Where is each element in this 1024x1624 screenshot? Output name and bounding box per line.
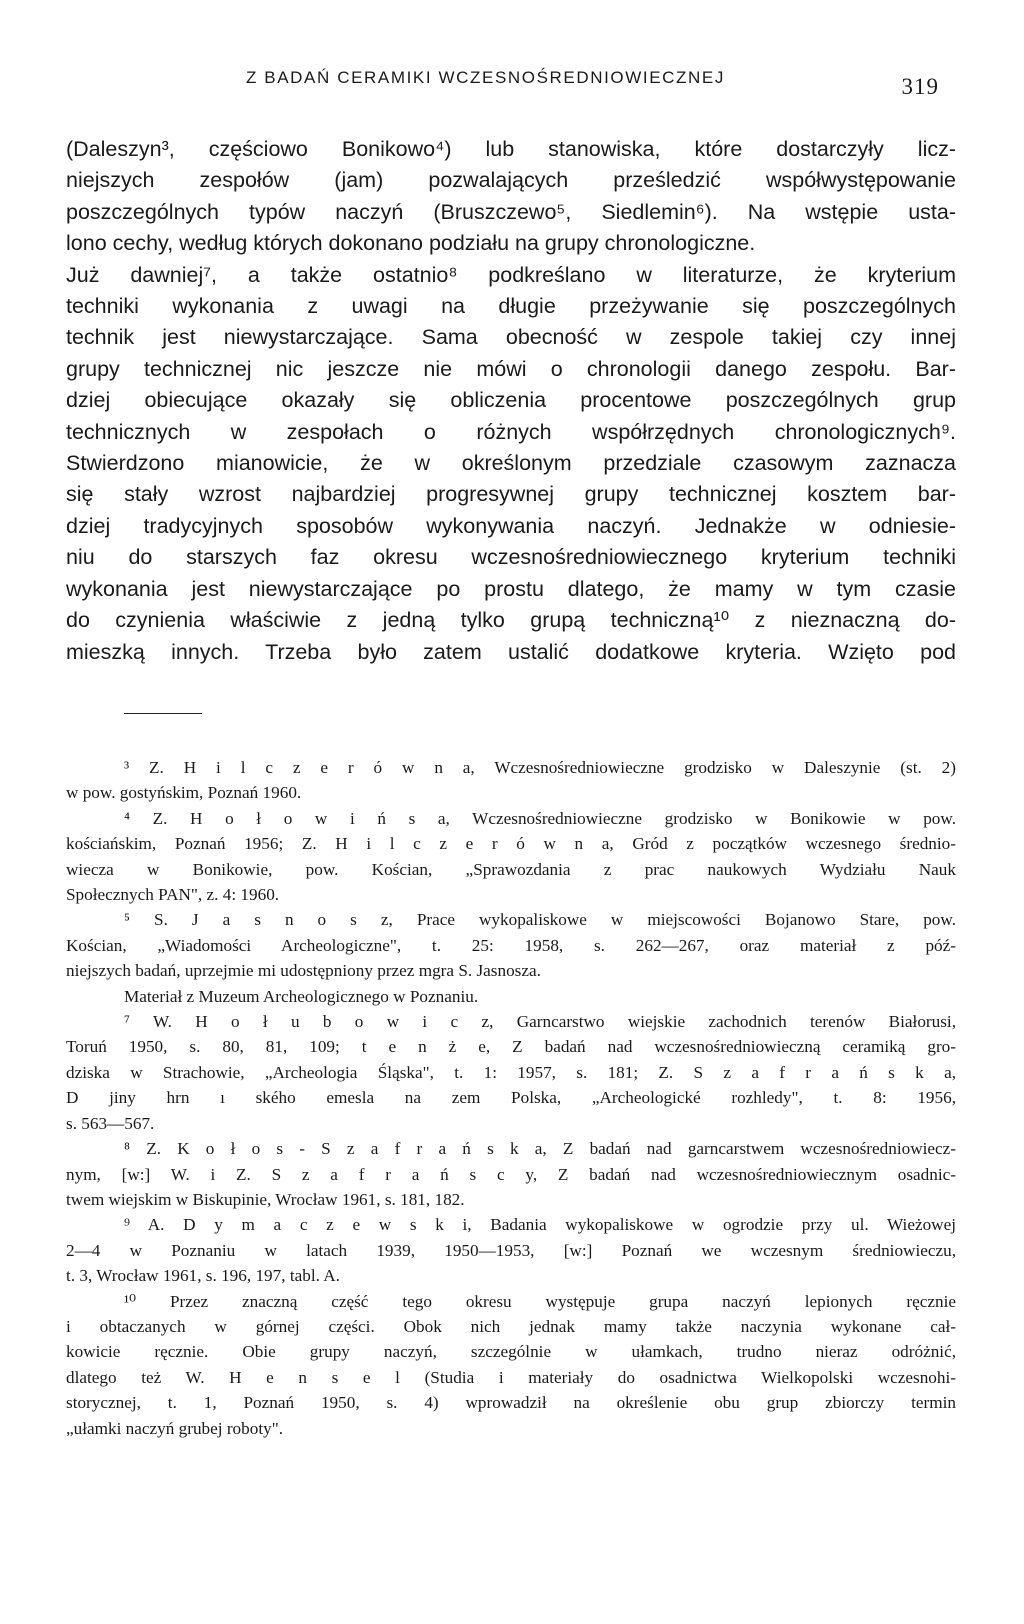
footnote-line: storycznej, t. 1, Poznań 1950, s. 4) wprowadził na określenie obu grup zbiorczy termin [66,1393,956,1413]
footnote-line: Kościan, „Wiadomości Archeologiczne", t. 25: 1958, s. 262—267, oraz materiał z póź- [66,935,956,955]
body-line: wykonania jest niewystarczające po prostu dlatego, że mamy w tym czasie [66,576,956,601]
body-line: lono cechy, według których dokonano podziału na grupy chronologiczne. [66,231,756,256]
footnote-line: twem wiejskim w Biskupinie, Wrocław 1961, s. 181, 182. [66,1189,465,1209]
footnote-line: Toruń 1950, s. 80, 81, 109; t e n ż e, Z badań nad wczesnośredniowieczną ceramiką gro- [66,1037,956,1057]
footnote-line: „ułamki naczyń grubej roboty". [66,1418,284,1438]
footnote-line: kowicie ręcznie. Obie grupy naczyń, szczególnie w ułamkach, trudno nieraz odróżnić, [66,1342,956,1362]
footnote-line: ⁷ W. H o ł u b o w i c z, Garncarstwo wiejskie zachodnich terenów Białorusi, [124,1012,956,1032]
body-line: grupy technicznej nic jeszcze nie mówi o chronologii danego zespołu. Bar- [66,356,956,381]
body-line: Już dawniej⁷, a także ostatnio⁸ podkreślano w literaturze, że kryterium [66,262,956,287]
footnote-line: dlatego też W. H e n s e l (Studia i materiały do osadnictwa Wielkopolski wczesnohi- [66,1367,956,1387]
footnote-line: t. 3, Wrocław 1961, s. 196, 197, tabl. A. [66,1266,340,1286]
footnote-line: i obtaczanych w górnej części. Obok nich jednak mamy także naczynia wykonane cał- [66,1316,956,1336]
body-text [66,134,956,668]
body-line: technicznych w zespołach o różnych współrzędnych chronologicznych⁹. [66,419,956,444]
footnote-line: kościańskim, Poznań 1956; Z. H i l c z e r ó w n a, Gród z początków wczesnego średnio- [66,834,956,854]
running-title: Z BADAŃ CERAMIKI WCZESNOŚREDNIOWIECZNEJ [246,68,725,87]
footnote-line: nym, [w:] W. i Z. S z a f r a ń s c y, Z badań nad wczesnośredniowiecznym osadnic- [66,1164,956,1184]
body-line: dziej obiecujące okazały się obliczenia procentowe poszczególnych grup [66,388,956,413]
body-line: mieszką innych. Trzeba było zatem ustalić dodatkowe kryteria. Wzięto pod [66,639,956,664]
footnote-line: niejszych badań, uprzejmie mi udostępniony przez mgra S. Jasnosza. [66,961,541,981]
footnote-line: w pow. gostyńskim, Poznań 1960. [66,783,302,803]
footnote-line: D jiny hrn ı ského emesla na zem Polska, „Archeologické rozhledy", t. 8: 1956, [66,1088,956,1108]
body-line: Stwierdzono mianowicie, że w określonym przedziale czasowym zaznacza [66,451,956,476]
footnote-line: ¹⁰ Przez znaczną część tego okresu występuje grupa naczyń lepionych ręcznie [124,1291,956,1311]
body-line: niu do starszych faz okresu wczesnośredniowiecznego kryterium techniki [66,545,956,570]
footnote-line: ⁸ Z. K o ł o s - S z a f r a ń s k a, Z badań nad garncarstwem wczesnośredniowiecz- [124,1139,956,1159]
body-line: techniki wykonania z uwagi na długie przeżywanie się poszczególnych [66,294,956,319]
footnote-line: ⁹ A. D y m a c z e w s k i, Badania wykopaliskowe w ogrodzie przy ul. Wieżowej [124,1215,956,1235]
footnote-line: dziska w Strachowie, „Archeologia Śląska", t. 1: 1957, s. 181; Z. S z a f r a ń s k a, [66,1062,956,1082]
footnote-line: ³ Z. H i l c z e r ó w n a, Wczesnośredniowieczne grodzisko w Daleszynie (st. 2) [124,758,956,777]
footnote-line: ⁵ S. J a s n o s z, Prace wykopaliskowe w miejscowości Bojanowo Stare, pow. [124,910,956,930]
body-line: (Daleszyn³, częściowo Bonikowo⁴) lub stanowiska, które dostarczyły licz- [66,137,956,161]
footnote-separator [124,713,202,714]
body-line: technik jest niewystarczające. Sama obecność w zespole takiej czy innej [66,325,956,350]
footnote-line: ⁴ Z. H o ł o w i ń s a, Wczesnośredniowieczne grodzisko w Bonikowie w pow. [124,808,956,828]
body-line: poszczególnych typów naczyń (Bruszczewo⁵, Siedlemin⁶). Na wstępie usta- [66,199,956,224]
page-number: 319 [901,74,939,99]
footnotes [66,755,956,1441]
footnote-line: s. 563—567. [66,1113,155,1133]
footnote-line: wiecza w Bonikowie, pow. Kościan, „Sprawozdania z prac naukowych Wydziału Nauk [66,859,956,879]
footnote-line: Materiał z Muzeum Archeologicznego w Poznaniu. [124,986,479,1006]
body-line: do czynienia właściwie z jedną tylko grupą techniczną¹⁰ z nieznaczną do- [66,608,956,633]
body-line: niejszych zespołów (jam) pozwalających prześledzić współwystępowanie [66,168,956,193]
footnote-line: Społecznych PAN", z. 4: 1960. [66,885,280,905]
body-line: dziej tradycyjnych sposobów wykonywania naczyń. Jednakże w odniesie- [66,513,956,538]
body-line: się stały wzrost najbardziej progresywnej grupy technicznej kosztem bar- [66,482,956,507]
footnote-line: 2—4 w Poznaniu w latach 1939, 1950—1953, [w:] Poznań we wczesnym średniowieczu, [66,1240,956,1260]
